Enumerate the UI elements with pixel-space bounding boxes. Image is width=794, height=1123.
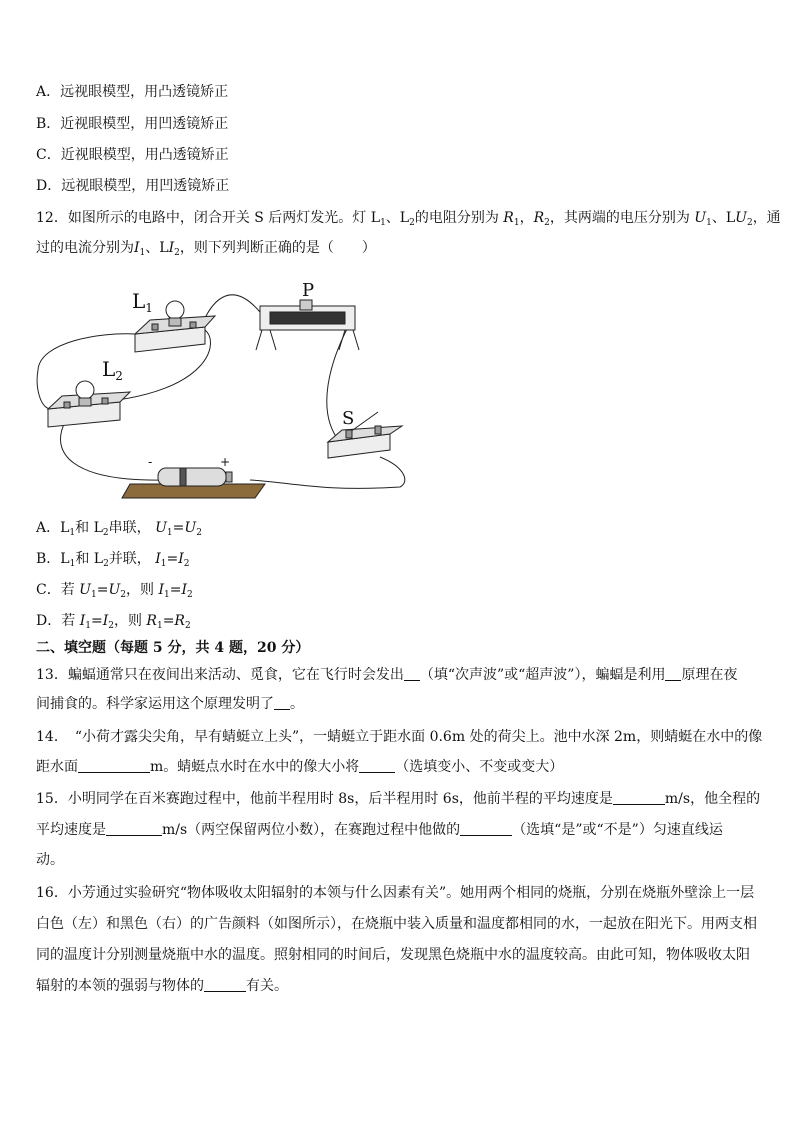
blank: [78, 758, 150, 773]
blank: [460, 821, 512, 836]
q16-line2: 白色（左）和黑色（右）的广告颜料（如图所示），在烧瓶中装入质量和温度都相同的水，一起放在阳光下。用两支相: [36, 916, 757, 932]
q11-option-c: C．近视眼模型，用凸透镜矫正: [36, 147, 229, 163]
q14-line1: 14． “小荷才露尖尖角，早有蜻蜓立上头”，一蜻蜓立于距水面 0.6m 处的荷尖上。池中水深 2m，则蜻蜓在水中的像: [36, 729, 763, 745]
label-l2: $L_2$: [102, 357, 123, 383]
q11-option-a: A．远视眼模型，用凸透镜矫正: [36, 84, 229, 100]
wire: [38, 334, 135, 370]
rheostat: [256, 300, 359, 350]
circuit-diagram: [30, 272, 420, 500]
switch-s: [328, 412, 402, 458]
q15-line3: 动。: [36, 852, 64, 868]
q16-line3: 同的温度计分别测量烧瓶中水的温度。照射相同的时间后，发现黑色烧瓶中水的温度较高。由此可知，物体吸收太阳: [36, 947, 750, 963]
blank: [404, 666, 420, 681]
section-heading: 二、填空题（每题 5 分，共 4 题，20 分）: [36, 640, 310, 656]
wire: [200, 295, 260, 330]
label-plus: +: [220, 455, 231, 469]
q12-stem-line2: 过的电流分别为$I_1$、$LI_2$，则下列判断正确的是（ ）: [36, 240, 376, 258]
q12-option-a: A．$L_1$和 $L_2$串联， $U_1=U_2$: [36, 520, 202, 538]
blank: [613, 790, 665, 805]
blank: [359, 758, 395, 773]
q12-stem-line1: 12．如图所示的电路中，闭合开关 S 后两灯发光。灯 $L_1$、$L_2$的电阻分别为 $R_1$，$R_2$，其两端的电压分别为 $U_1$、$LU_2$，通: [36, 210, 781, 228]
label-minus: -: [148, 455, 153, 469]
q13-line2: 间捕食的。科学家运用这个原理发明了 。: [36, 696, 304, 712]
q15-line1: 15．小明同学在百米赛跑过程中，他前半程用时 8s，后半程用时 6s，他前半程的平均速度是 m/s，他全程的: [36, 791, 761, 807]
q13-line1: 13．蝙蝠通常只在夜间出来活动、觅食，它在飞行时会发出 （填“次声波”或“超声波”），蝙蝠是利用 原理在夜: [36, 667, 738, 683]
blank: [204, 977, 246, 992]
wire: [37, 370, 50, 409]
q14-line2: 距水面 m。蜻蜓点水时在水中的像大小将 （选填变小、不变或变大）: [36, 759, 564, 775]
wire: [250, 457, 405, 488]
q11-option-d: D．远视眼模型，用凹透镜矫正: [36, 178, 230, 194]
q12-option-b: B．$L_1$和 $L_2$并联， $I_1=I_2$: [36, 551, 190, 569]
q12-option-d: D．若 $I_1=I_2$，则 $R_1=R_2$: [36, 613, 191, 631]
lamp-l2: [48, 381, 130, 427]
q16-line1: 16．小芳通过实验研究“物体吸收太阳辐射的本领与什么因素有关”。她用两个相同的烧瓶，分别在烧瓶外壁涂上一层: [36, 885, 755, 901]
battery: [122, 468, 265, 498]
label-p: P: [302, 280, 315, 301]
q15-line2: 平均速度是 m/s（两空保留两位小数），在赛跑过程中他做的 （选填“是”或“不是”）匀速直线运: [36, 822, 723, 838]
q11-option-b: B．近视眼模型，用凹透镜矫正: [36, 116, 229, 132]
label-s: S: [342, 408, 355, 429]
blank: [106, 821, 162, 836]
label-l1: $L_1$: [132, 289, 153, 315]
blank: [274, 695, 290, 710]
wire: [61, 422, 165, 480]
q12-option-c: C．若 $U_1=U_2$，则 $I_1=I_2$: [36, 582, 193, 600]
q16-line4: 辐射的本领的强弱与物体的 有关。: [36, 978, 288, 994]
blank: [665, 666, 681, 681]
